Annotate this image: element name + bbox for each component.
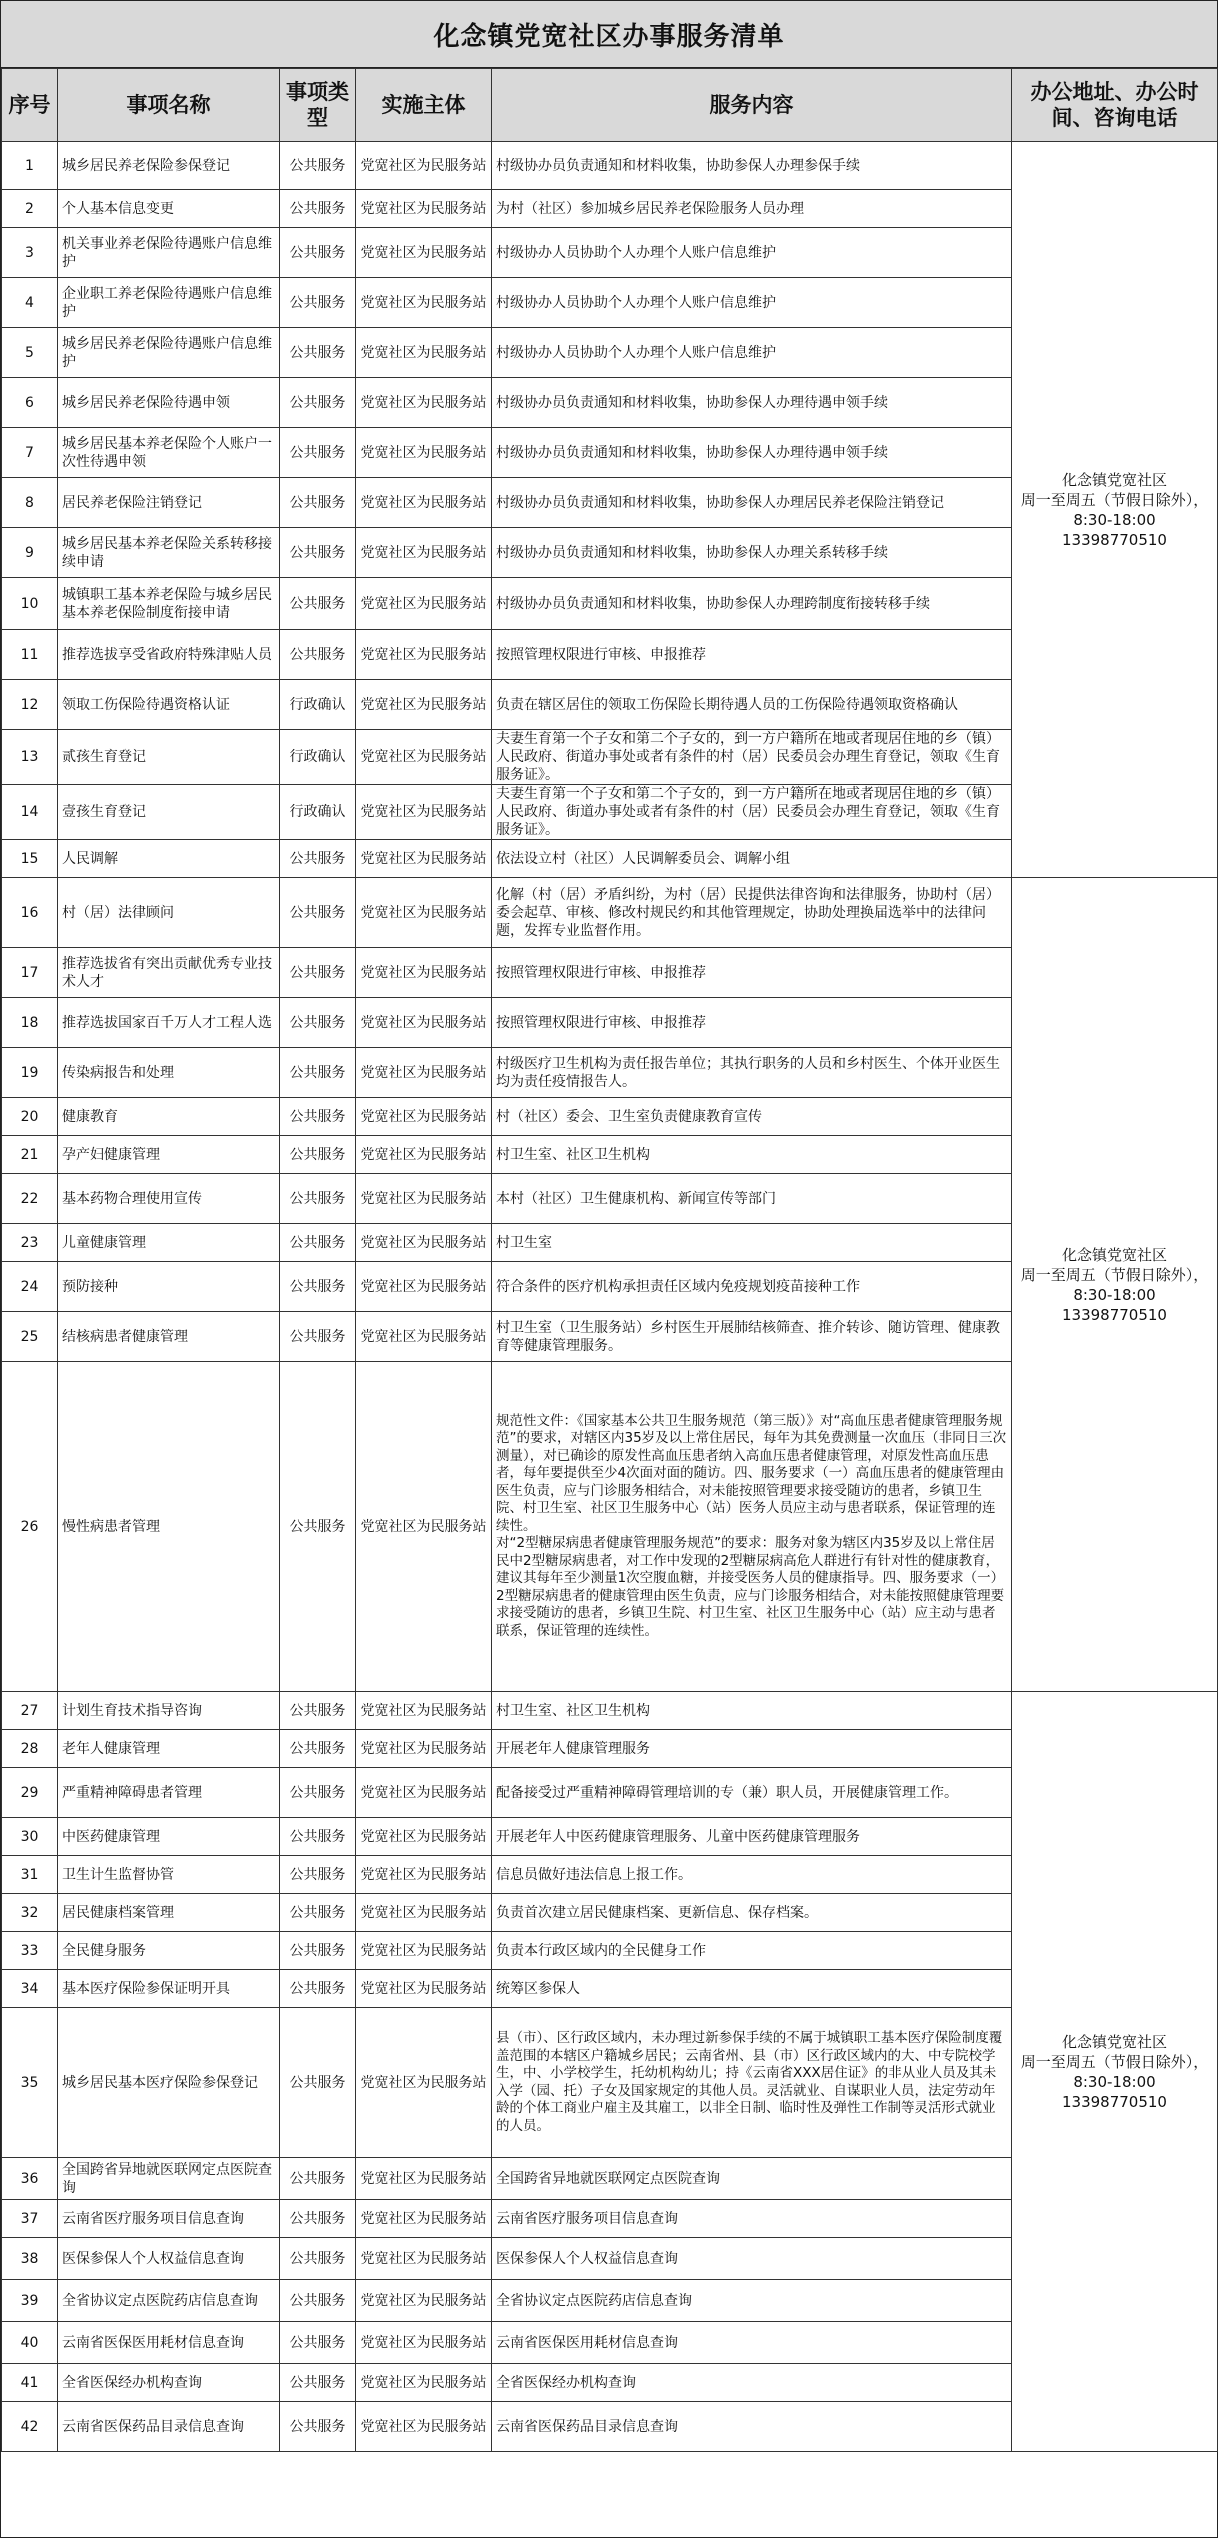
item-type: 公共服务 (280, 1894, 356, 1932)
item-name: 全民健身服务 (58, 1932, 280, 1970)
item-type: 公共服务 (280, 2402, 356, 2452)
row-number: 5 (2, 328, 58, 378)
item-name: 传染病报告和处理 (58, 1048, 280, 1098)
item-type: 公共服务 (280, 2008, 356, 2158)
item-name: 孕产妇健康管理 (58, 1136, 280, 1174)
item-type: 公共服务 (280, 478, 356, 528)
implementing-body: 党宽社区为民服务站 (356, 2322, 492, 2364)
implementing-body: 党宽社区为民服务站 (356, 2008, 492, 2158)
item-name: 预防接种 (58, 1262, 280, 1312)
service-content: 村级协办员负责通知和材料收集，协助参保人办理居民养老保险注销登记 (492, 478, 1012, 528)
row-number: 23 (2, 1224, 58, 1262)
item-type: 公共服务 (280, 1692, 356, 1730)
implementing-body: 党宽社区为民服务站 (356, 1818, 492, 1856)
service-content: 信息员做好违法信息上报工作。 (492, 1856, 1012, 1894)
service-content: 开展老年人中医药健康管理服务、儿童中医药健康管理服务 (492, 1818, 1012, 1856)
service-content: 云南省医疗服务项目信息查询 (492, 2200, 1012, 2238)
service-content: 村级协办人员协助个人办理个人账户信息维护 (492, 328, 1012, 378)
implementing-body: 党宽社区为民服务站 (356, 1262, 492, 1312)
implementing-body: 党宽社区为民服务站 (356, 1730, 492, 1768)
item-name: 城镇职工基本养老保险与城乡居民基本养老保险制度衔接申请 (58, 578, 280, 630)
row-number: 24 (2, 1262, 58, 1312)
service-content: 全国跨省异地就医联网定点医院查询 (492, 2158, 1012, 2200)
row-number: 12 (2, 680, 58, 730)
item-name: 企业职工养老保险待遇账户信息维护 (58, 278, 280, 328)
implementing-body: 党宽社区为民服务站 (356, 1362, 492, 1692)
item-name: 基本医疗保险参保证明开具 (58, 1970, 280, 2008)
row-number: 13 (2, 730, 58, 785)
implementing-body: 党宽社区为民服务站 (356, 2200, 492, 2238)
item-type: 公共服务 (280, 1174, 356, 1224)
implementing-body: 党宽社区为民服务站 (356, 840, 492, 878)
page-title: 化念镇党宽社区办事服务清单 (1, 1, 1217, 68)
service-table (1, 68, 1218, 2452)
row-number: 18 (2, 998, 58, 1048)
item-name: 推荐选拔国家百千万人才工程人选 (58, 998, 280, 1048)
header-type: 事项类型 (280, 69, 356, 142)
service-content: 县（市）、区行政区域内，未办理过新参保手续的不属于城镇职工基本医疗保险制度覆盖范围的本辖区户籍城乡居民；云南省州、县（市）区行政区域内的大、中专院校学生，中、小学校学生，托幼机构幼儿；持《云南省XXX居住证》的非从业人员及其未入学（园、托）子女及国家规定的其他人员。灵活就业、自谋职业人员，法定劳动年龄的个体工商业户雇主及其雇工，以非全日制、临时性及弹性工作制等灵活形式就业的人员。 (492, 2008, 1012, 2158)
row-number: 3 (2, 228, 58, 278)
row-number: 11 (2, 630, 58, 680)
item-type: 公共服务 (280, 1768, 356, 1818)
item-name: 全国跨省异地就医联网定点医院查询 (58, 2158, 280, 2200)
item-name: 全省协议定点医院药店信息查询 (58, 2280, 280, 2322)
row-number: 41 (2, 2364, 58, 2402)
item-type: 公共服务 (280, 190, 356, 228)
implementing-body: 党宽社区为民服务站 (356, 1970, 492, 2008)
header-body: 实施主体 (356, 69, 492, 142)
implementing-body: 党宽社区为民服务站 (356, 278, 492, 328)
service-content: 本村（社区）卫生健康机构、新闻宣传等部门 (492, 1174, 1012, 1224)
item-name: 推荐选拔享受省政府特殊津贴人员 (58, 630, 280, 680)
row-number: 2 (2, 190, 58, 228)
office-info-line3: 13398770510 (1062, 2092, 1167, 2111)
item-type: 行政确认 (280, 680, 356, 730)
row-number: 20 (2, 1098, 58, 1136)
implementing-body: 党宽社区为民服务站 (356, 2402, 492, 2452)
row-number: 7 (2, 428, 58, 478)
table-row (2, 878, 1218, 948)
service-content: 村级协办员负责通知和材料收集，协助参保人办理关系转移手续 (492, 528, 1012, 578)
item-type: 公共服务 (280, 1136, 356, 1174)
item-name: 壹孩生育登记 (58, 785, 280, 840)
item-name: 城乡居民基本养老保险个人账户一次性待遇申领 (58, 428, 280, 478)
row-number: 32 (2, 1894, 58, 1932)
item-name: 个人基本信息变更 (58, 190, 280, 228)
implementing-body: 党宽社区为民服务站 (356, 1174, 492, 1224)
implementing-body: 党宽社区为民服务站 (356, 1048, 492, 1098)
header-content: 服务内容 (492, 69, 1012, 142)
service-content: 统筹区参保人 (492, 1970, 1012, 2008)
office-info-line2: 周一至周五（节假日除外），8:30-18:00 (1020, 1265, 1209, 1304)
row-number: 28 (2, 1730, 58, 1768)
item-type: 公共服务 (280, 2280, 356, 2322)
item-name: 儿童健康管理 (58, 1224, 280, 1262)
service-content: 负责首次建立居民健康档案、更新信息、保存档案。 (492, 1894, 1012, 1932)
header-no: 序号 (2, 69, 58, 142)
item-name: 居民养老保险注销登记 (58, 478, 280, 528)
implementing-body: 党宽社区为民服务站 (356, 328, 492, 378)
row-number: 19 (2, 1048, 58, 1098)
item-name: 全省医保经办机构查询 (58, 2364, 280, 2402)
service-content: 负责本行政区域内的全民健身工作 (492, 1932, 1012, 1970)
service-content: 为村（社区）参加城乡居民养老保险服务人员办理 (492, 190, 1012, 228)
implementing-body: 党宽社区为民服务站 (356, 2238, 492, 2280)
office-info-line3: 13398770510 (1062, 1305, 1167, 1324)
item-type: 公共服务 (280, 228, 356, 278)
implementing-body: 党宽社区为民服务站 (356, 630, 492, 680)
implementing-body: 党宽社区为民服务站 (356, 948, 492, 998)
item-name: 云南省医保医用耗材信息查询 (58, 2322, 280, 2364)
item-name: 健康教育 (58, 1098, 280, 1136)
row-number: 21 (2, 1136, 58, 1174)
item-name: 老年人健康管理 (58, 1730, 280, 1768)
implementing-body: 党宽社区为民服务站 (356, 680, 492, 730)
service-content: 云南省医保药品目录信息查询 (492, 2402, 1012, 2452)
service-content: 村级协办员负责通知和材料收集，协助参保人办理跨制度衔接转移手续 (492, 578, 1012, 630)
row-number: 35 (2, 2008, 58, 2158)
service-content: 化解（村（居）矛盾纠纷，为村（居）民提供法律咨询和法律服务，协助村（居）委会起草、审核、修改村规民约和其他管理规定，协助处理换届选举中的法律问题，发挥专业监督作用。 (492, 878, 1012, 948)
item-type: 公共服务 (280, 1312, 356, 1362)
item-name: 云南省医疗服务项目信息查询 (58, 2200, 280, 2238)
implementing-body: 党宽社区为民服务站 (356, 1224, 492, 1262)
service-content: 医保参保人个人权益信息查询 (492, 2238, 1012, 2280)
service-content: 配备接受过严重精神障碍管理培训的专（兼）职人员，开展健康管理工作。 (492, 1768, 1012, 1818)
service-content: 村卫生室、社区卫生机构 (492, 1692, 1012, 1730)
row-number: 34 (2, 1970, 58, 2008)
row-number: 6 (2, 378, 58, 428)
item-type: 公共服务 (280, 998, 356, 1048)
service-content: 按照管理权限进行审核、申报推荐 (492, 948, 1012, 998)
item-type: 行政确认 (280, 730, 356, 785)
item-type: 公共服务 (280, 1262, 356, 1312)
implementing-body: 党宽社区为民服务站 (356, 998, 492, 1048)
service-content: 全省协议定点医院药店信息查询 (492, 2280, 1012, 2322)
service-content: 云南省医保医用耗材信息查询 (492, 2322, 1012, 2364)
table-row (2, 1692, 1218, 1730)
service-content: 符合条件的医疗机构承担责任区域内免疫规划疫苗接种工作 (492, 1262, 1012, 1312)
service-content: 村级协办人员协助个人办理个人账户信息维护 (492, 228, 1012, 278)
implementing-body: 党宽社区为民服务站 (356, 578, 492, 630)
service-content: 开展老年人健康管理服务 (492, 1730, 1012, 1768)
service-content: 村（社区）委会、卫生室负责健康教育宣传 (492, 1098, 1012, 1136)
item-type: 公共服务 (280, 1932, 356, 1970)
item-type: 公共服务 (280, 1362, 356, 1692)
service-content: 按照管理权限进行审核、申报推荐 (492, 998, 1012, 1048)
item-name: 推荐选拔省有突出贡献优秀专业技术人才 (58, 948, 280, 998)
implementing-body: 党宽社区为民服务站 (356, 878, 492, 948)
implementing-body: 党宽社区为民服务站 (356, 190, 492, 228)
item-name: 基本药物合理使用宣传 (58, 1174, 280, 1224)
implementing-body: 党宽社区为民服务站 (356, 1768, 492, 1818)
service-content: 村卫生室 (492, 1224, 1012, 1262)
implementing-body: 党宽社区为民服务站 (356, 528, 492, 578)
row-number: 37 (2, 2200, 58, 2238)
office-info-line3: 13398770510 (1062, 530, 1167, 549)
implementing-body: 党宽社区为民服务站 (356, 378, 492, 428)
office-info-cell (1012, 1692, 1218, 2452)
row-number: 27 (2, 1692, 58, 1730)
service-content: 规范性文件：《国家基本公共卫生服务规范（第三版）》对“高血压患者健康管理服务规范”的要求，对辖区内35岁及以上常住居民，每年为其免费测量一次血压（非同日三次测量），对已确诊的原发性高血压患者纳入高血压患者健康管理，对原发性高血压患者，每年要提供至少4次面对面的随访。四、服务要求（一）高血压患者的健康管理由医生负责，应与门诊服务相结合，对未能按照管理要求接受随访的患者，乡镇卫生院、村卫生室、社区卫生服务中心（站）医务人员应主动与患者联系，保证管理的连续性。 对“2型糖尿病患者健康管理服务规范”的要求：服务对象为辖区内35岁及以上常住居民中2型糖尿病患者，对工作中发现的2型糖尿病高危人群进行有针对性的健康教育，建议其每年至少测量1次空腹血糖，并接受医务人员的健康指导。四、服务要求（一）2型糖尿病患者的健康管理由医生负责，应与门诊服务相结合，对未能按照健康管理要求接受随访的患者，乡镇卫生院、村卫生室、社区卫生服务中心（站）应主动与患者联系，保证管理的连续性。 (492, 1362, 1012, 1692)
item-type: 公共服务 (280, 2238, 356, 2280)
header-office: 办公地址、办公时间、咨询电话 (1012, 69, 1218, 142)
item-type: 公共服务 (280, 142, 356, 190)
item-type: 公共服务 (280, 1730, 356, 1768)
row-number: 38 (2, 2238, 58, 2280)
service-content: 村卫生室、社区卫生机构 (492, 1136, 1012, 1174)
header-name: 事项名称 (58, 69, 280, 142)
row-number: 40 (2, 2322, 58, 2364)
row-number: 1 (2, 142, 58, 190)
office-info-line1: 化念镇党宽社区 (1061, 1245, 1167, 1264)
item-type: 公共服务 (280, 328, 356, 378)
item-type: 公共服务 (280, 1048, 356, 1098)
implementing-body: 党宽社区为民服务站 (356, 1098, 492, 1136)
item-name: 城乡居民基本医疗保险参保登记 (58, 2008, 280, 2158)
service-content: 全省医保经办机构查询 (492, 2364, 1012, 2402)
item-name: 城乡居民养老保险参保登记 (58, 142, 280, 190)
item-name: 城乡居民养老保险待遇账户信息维护 (58, 328, 280, 378)
item-type: 公共服务 (280, 1818, 356, 1856)
implementing-body: 党宽社区为民服务站 (356, 2280, 492, 2322)
item-type: 公共服务 (280, 840, 356, 878)
row-number: 36 (2, 2158, 58, 2200)
header-row (2, 69, 1218, 142)
service-content: 村级医疗卫生机构为责任报告单位；其执行职务的人员和乡村医生、个体开业医生均为责任疫情报告人。 (492, 1048, 1012, 1098)
implementing-body: 党宽社区为民服务站 (356, 2364, 492, 2402)
item-type: 公共服务 (280, 1970, 356, 2008)
service-content: 夫妻生育第一个子女和第二个子女的，到一方户籍所在地或者现居住地的乡（镇）人民政府、街道办事处或者有条件的村（居）民委员会办理生育登记，领取《生育服务证》。 (492, 730, 1012, 785)
item-name: 城乡居民基本养老保险关系转移接续申请 (58, 528, 280, 578)
item-type: 公共服务 (280, 278, 356, 328)
item-name: 人民调解 (58, 840, 280, 878)
row-number: 17 (2, 948, 58, 998)
item-type: 公共服务 (280, 428, 356, 478)
item-type: 公共服务 (280, 1856, 356, 1894)
item-type: 公共服务 (280, 2364, 356, 2402)
row-number: 26 (2, 1362, 58, 1692)
row-number: 42 (2, 2402, 58, 2452)
office-info-cell (1012, 878, 1218, 1692)
row-number: 22 (2, 1174, 58, 1224)
row-number: 16 (2, 878, 58, 948)
row-number: 25 (2, 1312, 58, 1362)
item-name: 结核病患者健康管理 (58, 1312, 280, 1362)
item-type: 公共服务 (280, 578, 356, 630)
row-number: 14 (2, 785, 58, 840)
row-number: 15 (2, 840, 58, 878)
service-content: 村级协办员负责通知和材料收集，协助参保人办理待遇申领手续 (492, 378, 1012, 428)
office-info-line2: 周一至周五（节假日除外），8:30-18:00 (1020, 2052, 1209, 2091)
implementing-body: 党宽社区为民服务站 (356, 1894, 492, 1932)
service-content: 村级协办员负责通知和材料收集，协助参保人办理待遇申领手续 (492, 428, 1012, 478)
item-type: 公共服务 (280, 378, 356, 428)
service-content: 村级协办员负责通知和材料收集，协助参保人办理参保手续 (492, 142, 1012, 190)
item-name: 卫生计生监督协管 (58, 1856, 280, 1894)
item-name: 严重精神障碍患者管理 (58, 1768, 280, 1818)
item-name: 村（居）法律顾问 (58, 878, 280, 948)
item-type: 公共服务 (280, 1224, 356, 1262)
item-type: 公共服务 (280, 948, 356, 998)
item-name: 计划生育技术指导咨询 (58, 1692, 280, 1730)
item-name: 城乡居民养老保险待遇申领 (58, 378, 280, 428)
row-number: 33 (2, 1932, 58, 1970)
implementing-body: 党宽社区为民服务站 (356, 478, 492, 528)
item-type: 公共服务 (280, 630, 356, 680)
item-name: 机关事业养老保险待遇账户信息维护 (58, 228, 280, 278)
row-number: 4 (2, 278, 58, 328)
implementing-body: 党宽社区为民服务站 (356, 1692, 492, 1730)
item-name: 医保参保人个人权益信息查询 (58, 2238, 280, 2280)
row-number: 29 (2, 1768, 58, 1818)
implementing-body: 党宽社区为民服务站 (356, 428, 492, 478)
table-row (2, 142, 1218, 190)
item-name: 云南省医保药品目录信息查询 (58, 2402, 280, 2452)
implementing-body: 党宽社区为民服务站 (356, 1856, 492, 1894)
item-type: 行政确认 (280, 785, 356, 840)
item-name: 慢性病患者管理 (58, 1362, 280, 1692)
row-number: 30 (2, 1818, 58, 1856)
service-content: 村卫生室（卫生服务站）乡村医生开展肺结核筛查、推介转诊、随访管理、健康教育等健康管理服务。 (492, 1312, 1012, 1362)
service-content: 按照管理权限进行审核、申报推荐 (492, 630, 1012, 680)
item-type: 公共服务 (280, 2158, 356, 2200)
item-type: 公共服务 (280, 1098, 356, 1136)
service-content: 夫妻生育第一个子女和第二个子女的，到一方户籍所在地或者现居住地的乡（镇）人民政府、街道办事处或者有条件的村（居）民委员会办理生育登记，领取《生育服务证》。 (492, 785, 1012, 840)
row-number: 10 (2, 578, 58, 630)
service-content: 负责在辖区居住的领取工伤保险长期待遇人员的工伤保险待遇领取资格确认 (492, 680, 1012, 730)
service-content: 依法设立村（社区）人民调解委员会、调解小组 (492, 840, 1012, 878)
row-number: 8 (2, 478, 58, 528)
implementing-body: 党宽社区为民服务站 (356, 1136, 492, 1174)
office-info-line1: 化念镇党宽社区 (1061, 470, 1167, 489)
implementing-body: 党宽社区为民服务站 (356, 1932, 492, 1970)
implementing-body: 党宽社区为民服务站 (356, 730, 492, 785)
item-type: 公共服务 (280, 878, 356, 948)
service-content: 村级协办人员协助个人办理个人账户信息维护 (492, 278, 1012, 328)
item-name: 领取工伤保险待遇资格认证 (58, 680, 280, 730)
office-info-line2: 周一至周五（节假日除外），8:30-18:00 (1020, 490, 1209, 529)
implementing-body: 党宽社区为民服务站 (356, 1312, 492, 1362)
item-name: 居民健康档案管理 (58, 1894, 280, 1932)
implementing-body: 党宽社区为民服务站 (356, 142, 492, 190)
implementing-body: 党宽社区为民服务站 (356, 785, 492, 840)
office-info-line1: 化念镇党宽社区 (1061, 2032, 1167, 2051)
item-type: 公共服务 (280, 2322, 356, 2364)
implementing-body: 党宽社区为民服务站 (356, 228, 492, 278)
office-info-cell (1012, 142, 1218, 878)
item-name: 中医药健康管理 (58, 1818, 280, 1856)
row-number: 39 (2, 2280, 58, 2322)
implementing-body: 党宽社区为民服务站 (356, 2158, 492, 2200)
row-number: 9 (2, 528, 58, 578)
row-number: 31 (2, 1856, 58, 1894)
item-name: 贰孩生育登记 (58, 730, 280, 785)
item-type: 公共服务 (280, 528, 356, 578)
item-type: 公共服务 (280, 2200, 356, 2238)
